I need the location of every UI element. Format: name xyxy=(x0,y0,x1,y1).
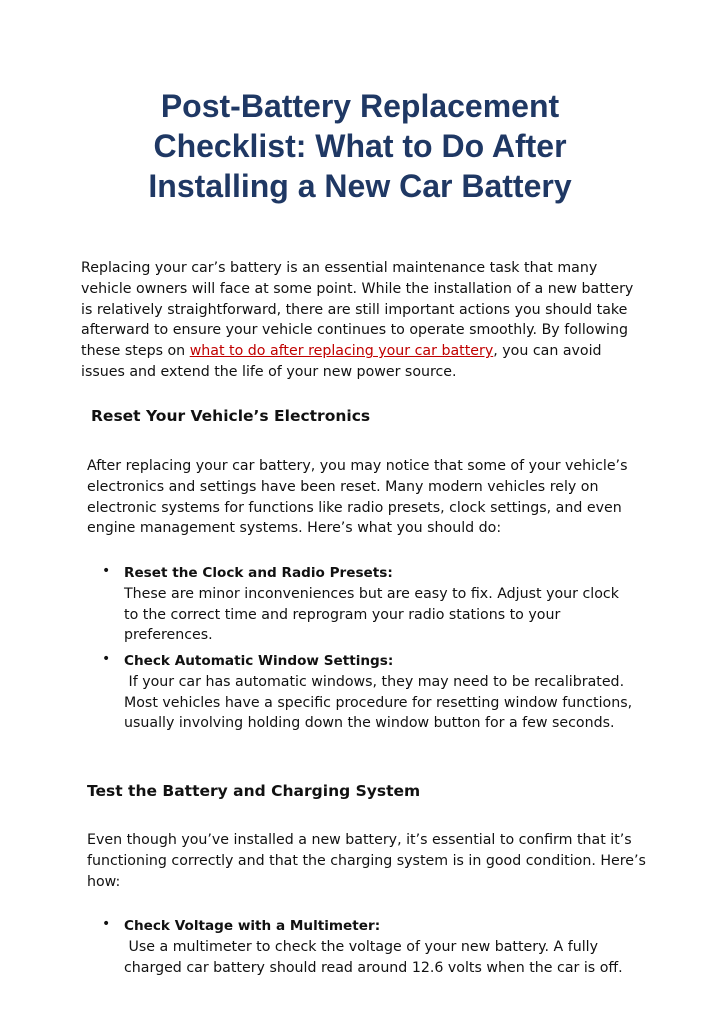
bullet-icon: • xyxy=(102,916,111,932)
list-item xyxy=(124,563,634,646)
title-line-1: Post-Battery Replacement xyxy=(160,88,560,124)
bullet-icon: • xyxy=(102,651,111,667)
intro-text-after: , you can avoid issues and extend the life of your new power source. xyxy=(81,343,602,380)
list-item xyxy=(124,651,637,734)
list-item-text: If your car has automatic windows, they may need to be recalibrated. Most vehicles have a specific procedure for resetting window functions, usually involving holding down the window button for a few seconds. xyxy=(124,673,637,732)
title-line-2: Checklist: What to Do After xyxy=(153,128,567,164)
section-heading-reset-electronics: Reset Your Vehicle’s Electronics xyxy=(91,407,371,425)
intro-paragraph xyxy=(81,258,641,383)
article-link[interactable]: what to do after replacing your car battery xyxy=(189,343,494,360)
intro-text-before: Replacing your car’s battery is an essential maintenance task that many vehicle owners will face at some point. While the installation of a new battery is relatively straightforward, there are still important actions you should take afterward to ensure your vehicle continues to operate smoothly. By following these steps on xyxy=(81,260,634,360)
list-item-label: Check Voltage with a Multimeter: xyxy=(124,918,381,934)
bullet-icon: • xyxy=(102,563,111,579)
section-heading-test-battery: Test the Battery and Charging System xyxy=(87,782,421,800)
list-item-text: These are minor inconveniences but are easy to fix. Adjust your clock to the correct time and reprogram your radio stations to your preferences. xyxy=(124,585,619,644)
section1-paragraph: After replacing your car battery, you may notice that some of your vehicle’s electronics and settings have been reset. Many modern vehicles rely on electronic systems for functions like radio presets, clock settings, and even engine management systems. Here’s what you should do: xyxy=(87,458,628,537)
list-item-label: Reset the Clock and Radio Presets: xyxy=(124,565,393,581)
list-item-text: Use a multimeter to check the voltage of your new battery. A fully charged car battery should read around 12.6 volts when the car is off. xyxy=(124,938,623,976)
title-line-3: Installing a New Car Battery xyxy=(148,168,572,204)
page-title xyxy=(0,86,720,206)
list-item-label: Check Automatic Window Settings: xyxy=(124,653,394,669)
list-item xyxy=(124,916,634,978)
section2-paragraph: Even though you’ve installed a new battery, it’s essential to confirm that it’s functioning correctly and that the charging system is in good condition. Here’s how: xyxy=(87,832,646,890)
